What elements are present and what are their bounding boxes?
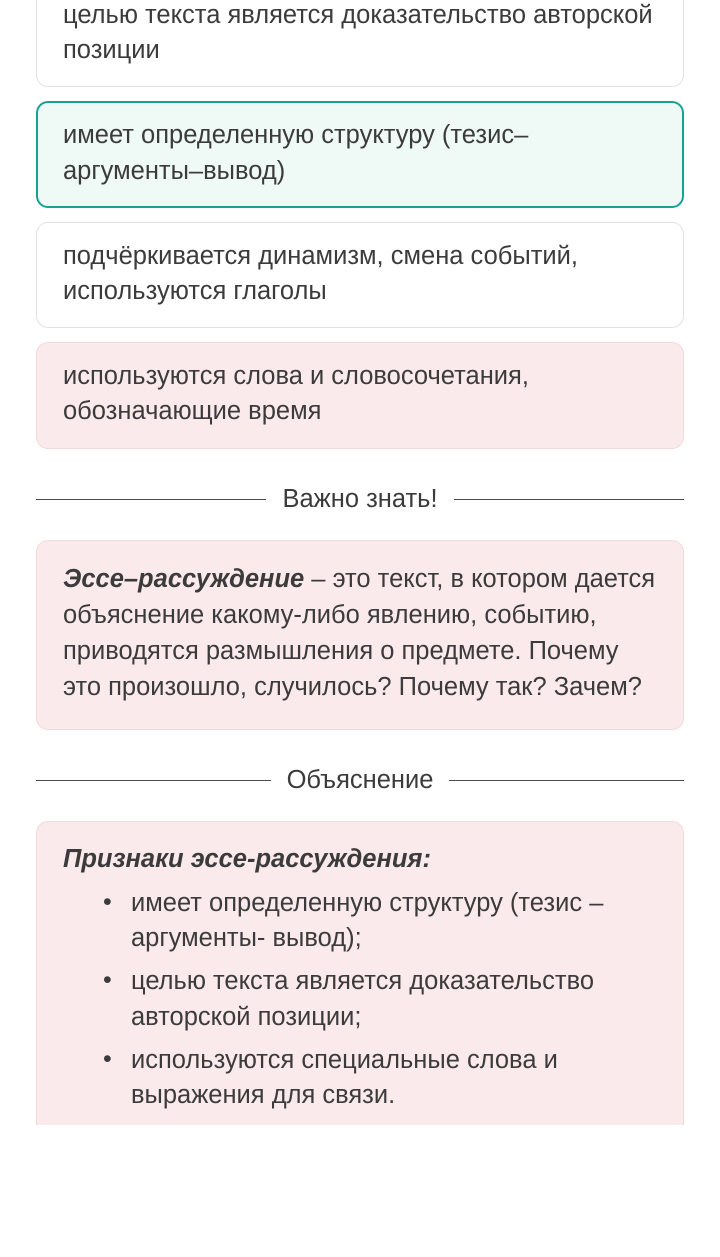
- divider-important: [36, 485, 684, 514]
- divider-label-explanation: Объяснение: [286, 766, 434, 795]
- divider-label-important: Важно знать!: [282, 484, 438, 513]
- explanation-list: [63, 886, 657, 1113]
- answer-option-2-selected[interactable]: имеет определенную структуру (тезис–аргументы–вывод): [36, 101, 684, 207]
- explanation-box-bottom-spacer: [63, 1121, 657, 1125]
- divider-rule-left: [36, 499, 266, 500]
- list-item: • имеет определенную структуру (тезис –аргументы- вывод);: [97, 886, 657, 956]
- answer-option-4[interactable]: используются слова и словосочетания, обозначающие время: [36, 342, 684, 448]
- divider-rule-right: [449, 780, 684, 781]
- explanation-box: [36, 821, 684, 1125]
- important-to-know-box: [36, 540, 684, 731]
- divider-explanation: [36, 766, 684, 795]
- answer-option-3[interactable]: подчёркивается динамизм, смена событий, используются глаголы: [36, 222, 684, 328]
- list-item: • целью текста является доказательство авторской позиции;: [97, 964, 657, 1034]
- important-term: Эссе–рассуждение: [63, 564, 305, 593]
- list-item: • используются специальные слова и выражения для связи.: [97, 1043, 657, 1113]
- divider-rule-left: [36, 780, 271, 781]
- answer-option-1[interactable]: целью текста является доказательство авторской позиции: [36, 0, 684, 87]
- explanation-heading: Признаки эссе-рассуждения:: [63, 845, 431, 874]
- important-definition: – это текст, в котором дается объяснение какому-либо явлению, событию, приводятся размышления о предмете. Почему это произошло, случилось? Почему так? Зачем?: [63, 564, 656, 702]
- divider-rule-right: [454, 499, 684, 500]
